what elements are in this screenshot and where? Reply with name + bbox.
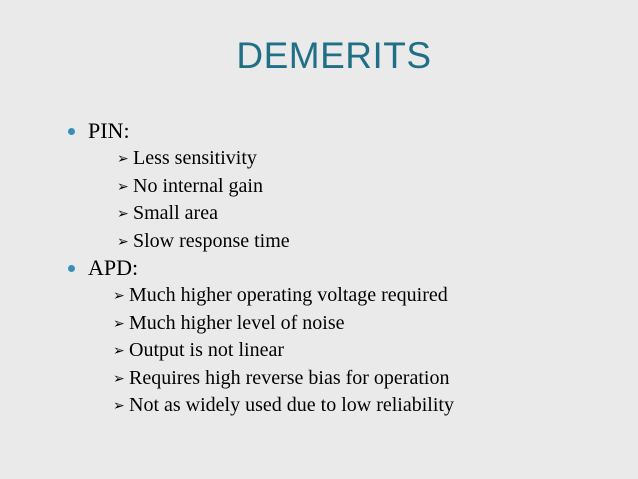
bullet-dot-icon <box>68 265 75 272</box>
bullet-dot-icon <box>68 128 75 135</box>
check-arrow-icon: ➢ <box>113 370 125 387</box>
list-item <box>0 365 638 393</box>
list-item <box>0 173 638 201</box>
check-arrow-icon: ➢ <box>117 206 129 222</box>
section-heading-label: APD: <box>88 255 139 280</box>
section-heading-apd <box>0 255 638 282</box>
slide-title: DEMERITS <box>236 35 432 76</box>
check-arrow-icon: ➢ <box>113 343 125 359</box>
list-item-text: No internal gain <box>133 174 263 197</box>
list-item-text: Small area <box>133 202 218 224</box>
check-arrow-icon: ➢ <box>113 288 125 304</box>
slide-content <box>0 118 638 420</box>
list-item-text: Much higher operating voltage required <box>129 284 448 306</box>
check-arrow-icon: ➢ <box>117 233 129 250</box>
list-item <box>0 310 638 338</box>
list-item <box>0 145 638 173</box>
section-heading-pin <box>0 118 638 145</box>
list-item-text: Not as widely used due to low reliability <box>129 394 454 416</box>
list-item <box>0 282 638 310</box>
list-item-text: Less sensitivity <box>133 147 257 169</box>
list-item-text: Requires high reverse bias for operation <box>129 366 450 389</box>
list-item <box>0 392 638 420</box>
list-item <box>0 200 638 228</box>
list-item-text: Slow response time <box>133 229 290 252</box>
list-item-text: Output is not linear <box>129 339 284 361</box>
check-arrow-icon: ➢ <box>117 178 129 195</box>
check-arrow-icon: ➢ <box>113 398 125 414</box>
check-arrow-icon: ➢ <box>113 315 125 332</box>
list-item <box>0 337 638 365</box>
list-item-text: Much higher level of noise <box>129 311 345 334</box>
list-item <box>0 228 638 256</box>
check-arrow-icon: ➢ <box>117 151 129 167</box>
section-heading-label: PIN: <box>88 118 130 143</box>
